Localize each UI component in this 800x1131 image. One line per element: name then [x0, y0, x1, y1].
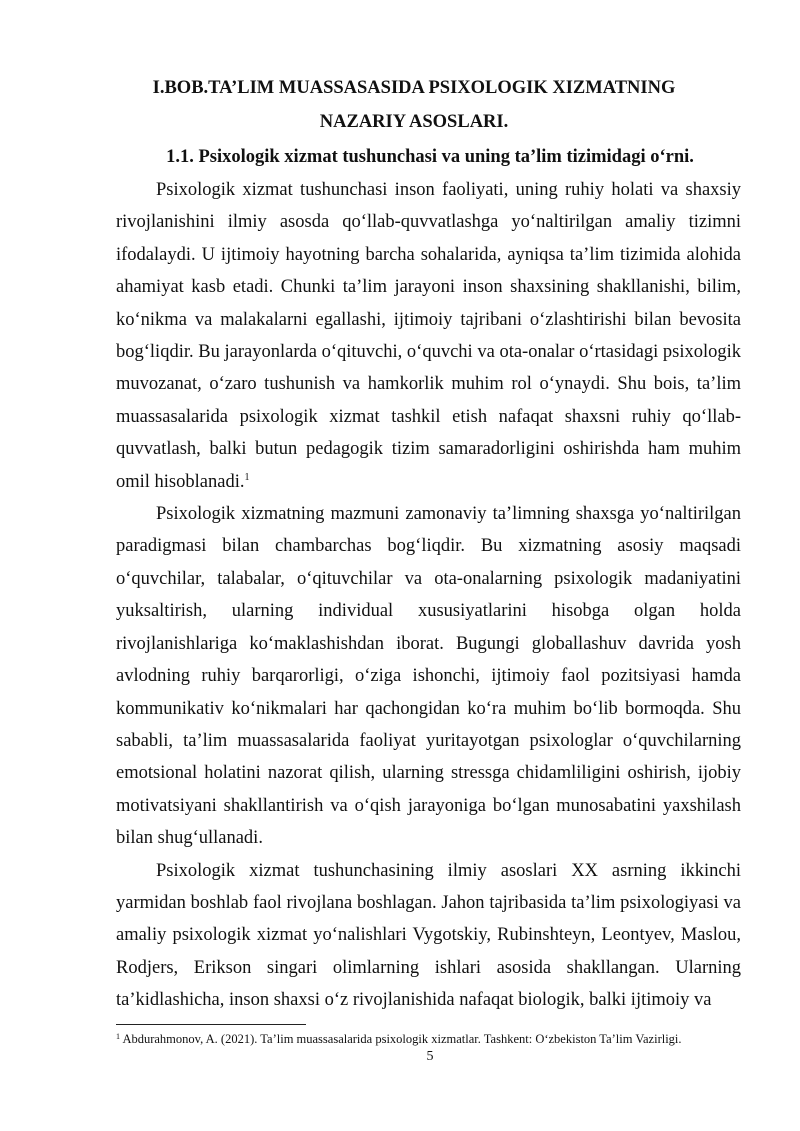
paragraph-1-text: Psixologik xizmat tushunchasi inson faoliyati, uning ruhiy holati va shaxsiy rivojlanishini ilmiy asosda qo‘llab-quvvatlashga yo‘naltirilgan amaliy tizimni ifodalaydi. U ijtimoiy hayotning barcha sohalarida, ayniqsa ta’lim tizimida alohida ahamiyat kasb etadi. Chunki ta’lim jarayoni inson shaxsining shakllanishi, bilim, ko‘nikma va malakalarni egallashi, ijtimoiy tajribani o‘zlashtirishi bilan bevosita bog‘liqdir. Bu jarayonlarda o‘qituvchi, o‘quvchi va ota-onalar o‘rtasidagi psixologik muvozanat, o‘zaro tushunish va hamkorlik muhim rol o‘ynaydi. Shu bois, ta’lim muassasalarida psixologik xizmat tashkil etish nafaqat shaxsni ruhiy qo‘llab-quvvatlash, balki butun pedagogik tizim samaradorligini oshirishda ham muhim omil hisoblanadi. [116, 180, 741, 492]
footnote-marker: 1 [116, 1032, 120, 1041]
footnote-reference[interactable]: 1 [244, 471, 250, 483]
paragraph-3: Psixologik xizmat tushunchasining ilmiy asoslari XX asrning ikkinchi yarmidan boshlab faol rivojlana boshlagan. Jahon tajribasida ta’lim psixologiyasi va amaliy psixologik xizmat yo‘nalishlari Vygotskiy, Rubinshteyn, Leontyev, Maslou, Rodjers, Erikson singari olimlarning ishlari asosida shakllangan. Ularning ta’kidlashicha, inson shaxsi o‘z rivojlanishida nafaqat biologik, balki ijtimoiy va [116, 860, 741, 1011]
footnote [116, 1031, 756, 1047]
paragraph-1 [116, 174, 741, 498]
chapter-title-line2: NAZARIY ASOSLARI. [319, 112, 509, 132]
body-text [116, 174, 741, 1017]
footnote-text: Abdurahmonov, A. (2021). Ta’lim muassasalarida psixologik xizmatlar. Tashkent: O‘zbekiston Ta’lim Vazirligi. [122, 1032, 682, 1046]
paragraph-2: Psixologik xizmatning mazmuni zamonaviy ta’limning shaxsga yo‘naltirilgan paradigmasi bilan chambarchas bog‘liqdir. Bu xizmatning asosiy maqsadi o‘quvchilar, talabalar, o‘qituvchilar va ota-onalarning psixologik madaniyatini yuksaltirish, ularning individual xususiyatlarini hisobga olgan holda rivojlanishlariga ko‘maklashishdan iborat. Bugungi globallashuv davrida yosh avlodning ruhiy barqarorligi, o‘ziga ishonchi, ijtimoiy faol pozitsiyasi hamda kommunikativ ko‘nikmalari har qachongidan ko‘ra muhim bo‘lib bormoqda. Shu sababli, ta’lim muassasalarida faoliyat yuritayotgan psixologlar o‘quvchilarning emotsional holatini nazorat qilish, ularning stressga chidamliligini oshirish, ijobiy motivatsiyani shakllantirish va o‘qish jarayoniga bo‘lgan munosabatini yaxshilash bilan shug‘ullanadi. [116, 504, 741, 849]
footnote-separator [116, 1024, 306, 1025]
chapter-title-line1: I.BOB.TA’LIM MUASSASASIDA PSIXOLOGIK XIZMATNING [152, 78, 676, 98]
page-number: 5 [426, 1049, 434, 1064]
section-title: 1.1. Psixologik xizmat tushunchasi va uning ta’lim tizimidagi o‘rni. [166, 147, 694, 167]
